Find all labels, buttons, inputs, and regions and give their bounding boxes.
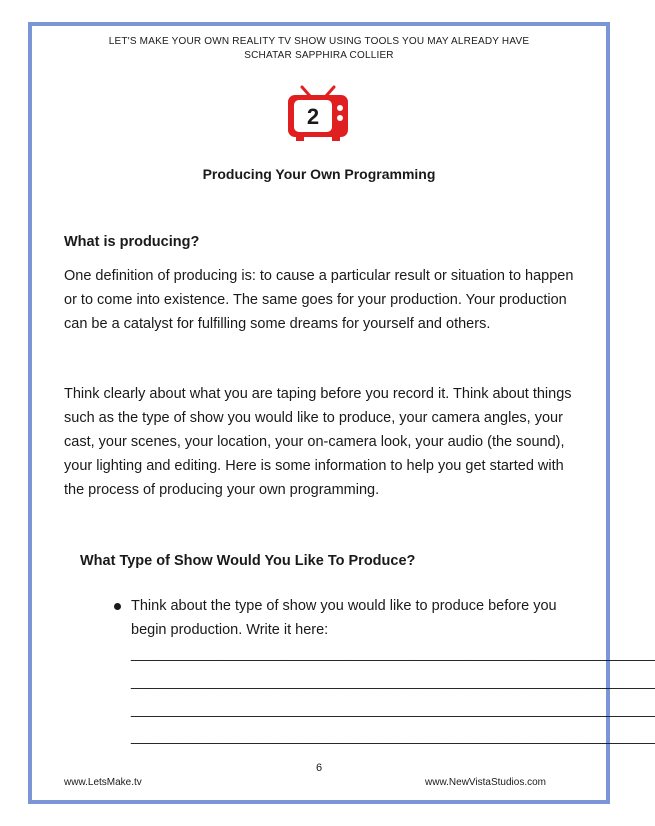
- bullet-instruction: Think about the type of show you would like to produce before you begin production. Write it here:: [131, 598, 557, 638]
- footer-link-newvista[interactable]: www.NewVistaStudios.com: [425, 777, 546, 788]
- write-line[interactable]: _________________________________________________________________: [131, 646, 655, 662]
- paragraph-think-clearly: Think clearly about what you are taping before you record it. Think about things such as the type of show you would like to produce, your camera angles, your cast, your scenes, your location, your on-camera look, your audio (the sound), your lighting and editing. Here is some information to help you get started with the process of producing your own programming.: [64, 386, 572, 498]
- paragraph-definition: One definition of producing is: to cause a particular result or situation to happen or to come into existence. The same goes for your production. Your production can be a catalyst for fulfilling some dreams for yourself and others.: [64, 268, 574, 332]
- tv-logo-number: 2: [306, 104, 320, 129]
- header-author: SCHATAR SAPPHIRA COLLIER: [244, 50, 394, 61]
- write-line[interactable]: _________________________________________________________________: [131, 702, 655, 718]
- write-line[interactable]: _________________________________________________________________: [131, 729, 655, 745]
- section-heading-show-type: What Type of Show Would You Like To Produce?: [80, 553, 416, 569]
- tv-logo-icon: [286, 86, 350, 142]
- bullet-icon: [114, 603, 121, 610]
- page-title: Producing Your Own Programming: [202, 166, 436, 182]
- footer-link-letsmake[interactable]: www.LetsMake.tv: [64, 777, 142, 788]
- section-heading-producing: What is producing?: [64, 234, 200, 250]
- header-title: LET'S MAKE YOUR OWN REALITY TV SHOW USING TOOLS YOU MAY ALREADY HAVE: [108, 36, 530, 47]
- write-line[interactable]: _________________________________________________________________: [131, 674, 655, 690]
- page-number: 6: [315, 762, 323, 774]
